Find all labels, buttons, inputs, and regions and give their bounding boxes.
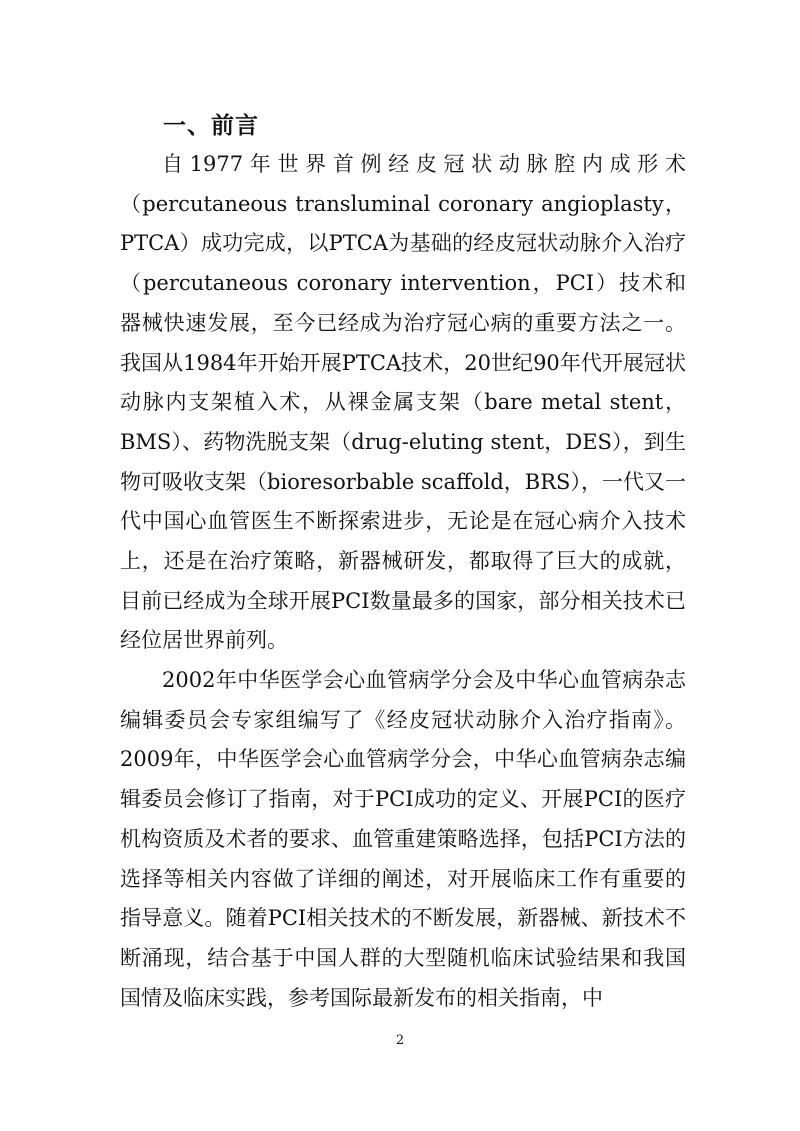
section-heading: 一、前言 — [163, 113, 259, 139]
paragraph-1-block — [120, 145, 686, 661]
paragraph: 自1977年世界首例经皮冠状动脉腔内成形术（percutaneous transluminal coronary angioplasty，PTCA）成功完成，以PTCA为基础的经皮冠状动脉介入治疗（percutaneous coronary intervention，PCI）技术和器械快速发展，至今已经成为治疗冠心病的重要方法之一。我国从1984年开始开展PTCA技术，20世纪90年代开展冠状动脉内支架植入术，从裸金属支架（bare metal stent，BMS）、药物洗脱支架（drug-eluting stent，DES），到生物可吸收支架（bioresorbable scaffold，BRS），一代又一代中国心血管医生不断探索进步，无论是在冠心病介入技术上，还是在治疗策略，新器械研发，都取得了巨大的成就，目前已经成为全球开展PCI数量最多的国家，部分相关技术已经位居世界前列。 — [120, 152, 686, 653]
paragraph-2-block — [120, 661, 686, 1018]
page-number: 2 — [395, 1033, 405, 1048]
paragraph: 2002年中华医学会心血管病学分会及中华心血管病杂志编辑委员会专家组编写了《经皮冠状动脉介入治疗指南》。2009年，中华医学会心血管病学分会，中华心血管病杂志编辑委员会修订了指南，对于PCI成功的定义、开展PCI的医疗机构资质及术者的要求、血管重建策略选择，包括PCI方法的选择等相关内容做了详细的阐述，对开展临床工作有重要的指导意义。随着PCI相关技术的不断发展，新器械、新技术不断涌现，结合基于中国人群的大型随机临床试验结果和我国国情及临床实践，参考国际最新发布的相关指南，中 — [120, 668, 686, 1010]
